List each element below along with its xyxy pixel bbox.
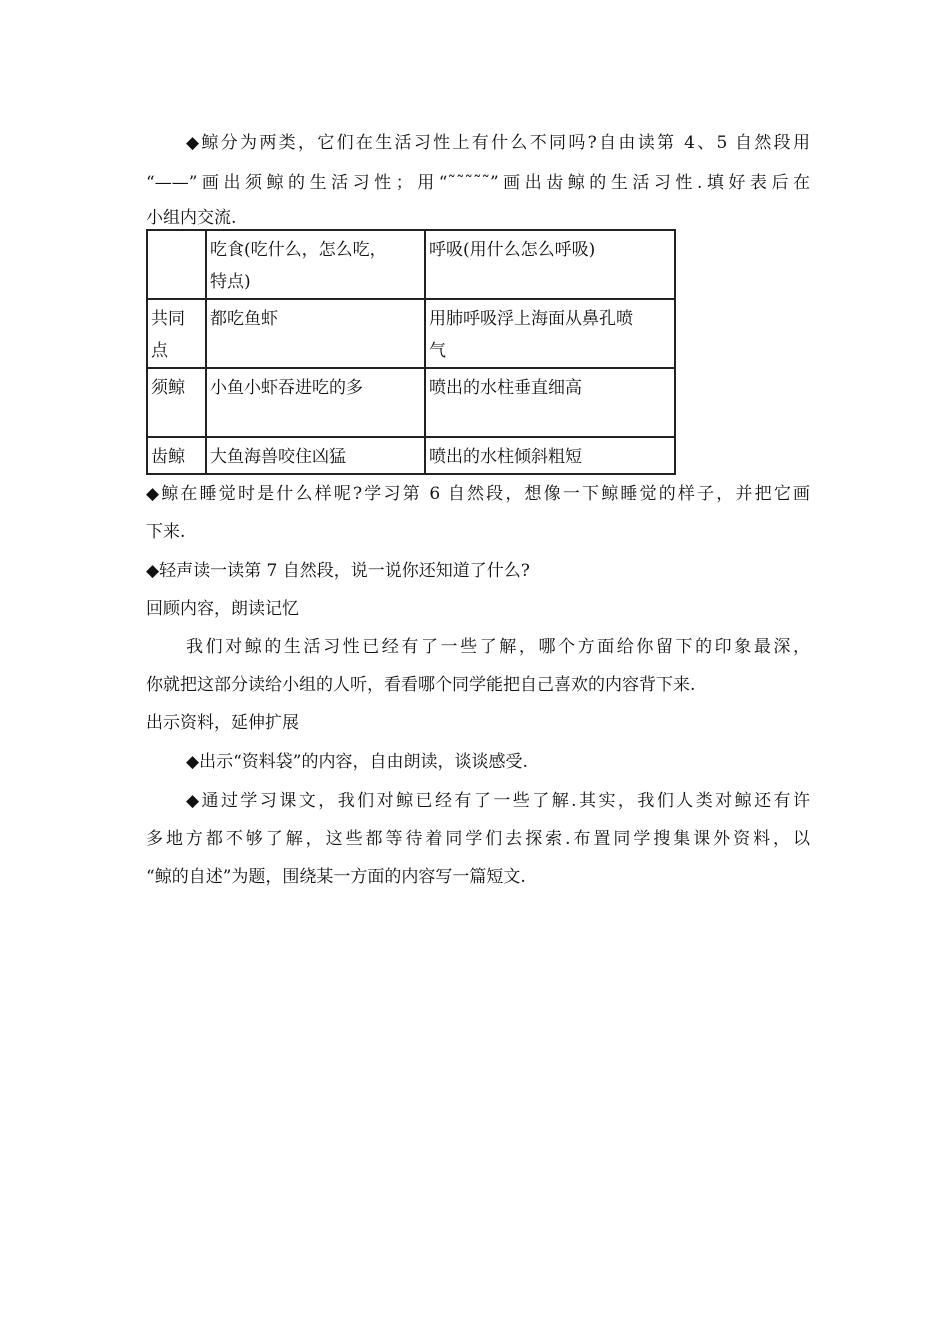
table-cell-eat: 都吃鱼虾 [206,299,425,368]
table-header-row [147,230,675,299]
table-row-label-line1: 共同 [151,309,185,329]
table-cell-breath: 喷出的水柱倾斜粗短 [425,437,675,474]
table-cell-breath [425,299,675,368]
whale-habits-table [146,229,676,475]
table-header-eat [206,230,425,299]
table-row-label [147,299,206,368]
table-row-label-line2: 点 [151,341,168,361]
heading-materials: 出示资料，延伸扩展 [146,713,299,733]
paragraph-materials: ◆出示“资料袋”的内容，自由朗读，谈谈感受. [186,752,528,772]
paragraph-whale-types-line1: ◆鲸分为两类，它们在生活习性上有什么不同吗?自由读第 4、5 自然段用 [186,133,810,153]
paragraph-extension-line1: ◆通过学习课文，我们对鲸已经有了一些了解.其实，我们人类对鲸还有许 [186,791,810,811]
table-cell-eat: 大鱼海兽咬住凶猛 [206,437,425,474]
table-header-blank [147,230,206,299]
table-cell-eat: 小鱼小虾吞进吃的多 [206,368,425,437]
table-row [147,437,675,474]
table-row [147,299,675,368]
paragraph-review-line1: 我们对鲸的生活习性已经有了一些了解，哪个方面给你留下的印象最深， [186,637,810,657]
table-cell-breath: 喷出的水柱垂直细高 [425,368,675,437]
heading-review: 回顾内容，朗读记忆 [146,599,299,619]
paragraph-extension-line2: 多地方都不够了解，这些都等待着同学们去探索.布置同学搜集课外资料，以 [146,829,810,849]
paragraph-whale-types-line2: “——”画出须鲸的生活习性；用“˜˜˜˜˜”画出齿鲸的生活习性.填好表后在 [146,173,810,193]
table-row-label: 齿鲸 [147,437,206,474]
paragraph-extension-line3: “鲸的自述”为题，围绕某一方面的内容写一篇短文. [146,867,526,887]
table-cell-breath-line2: 气 [429,341,446,361]
table-cell-breath-line1: 用肺呼吸浮上海面从鼻孔喷 [429,309,633,329]
paragraph-review-line2: 你就把这部分读给小组的人听，看看哪个同学能把自己喜欢的内容背下来. [146,675,696,695]
table-header-eat-line2: 特点) [210,272,251,292]
paragraph-sleep-line1: ◆鲸在睡觉时是什么样呢?学习第 6 自然段，想像一下鲸睡觉的样子，并把它画 [146,484,810,504]
table-row [147,368,675,437]
table-header-breath: 呼吸(用什么怎么呼吸) [425,230,675,299]
table-header-eat-line1: 吃食(吃什么，怎么吃， [210,240,387,260]
paragraph-whale-types-line3: 小组内交流. [146,208,237,228]
paragraph-read-seventh: ◆轻声读一读第 7 自然段，说一说你还知道了什么? [146,561,530,581]
table-row-label: 须鲸 [147,368,206,437]
paragraph-sleep-line2: 下来. [146,522,186,542]
